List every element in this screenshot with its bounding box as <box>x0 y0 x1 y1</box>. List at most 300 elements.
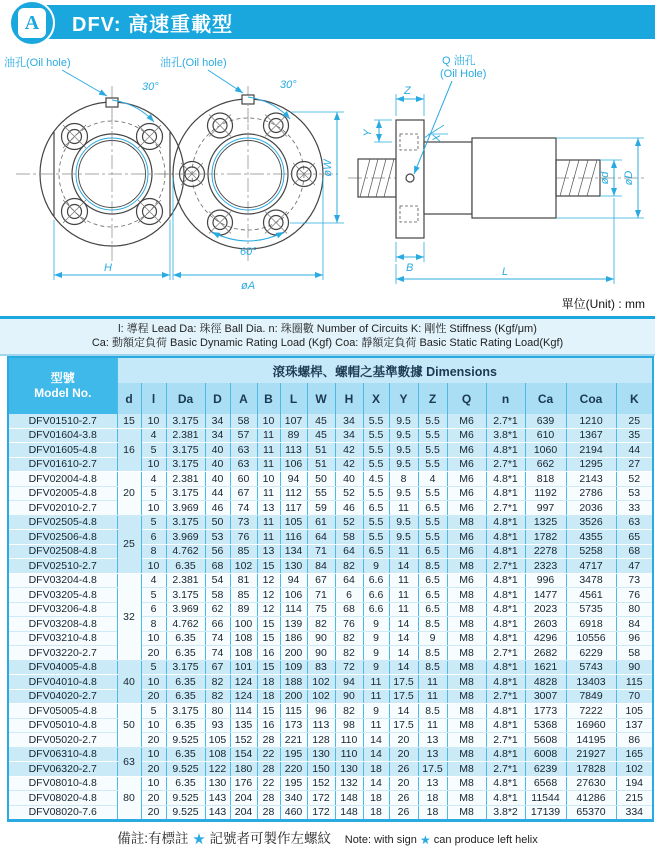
cell-L: 134 <box>280 544 307 559</box>
cell-Y: 17.5 <box>389 718 418 733</box>
cell-Y: 17.5 <box>389 675 418 690</box>
cell-n: 4.8*1 <box>486 573 525 588</box>
front-view-left <box>4 55 208 280</box>
cell-Z: 11 <box>418 675 447 690</box>
cell-Da: 3.175 <box>166 457 205 472</box>
cell-L: 117 <box>280 501 307 516</box>
cell-D: 66 <box>205 617 230 632</box>
cell-D: 46 <box>205 501 230 516</box>
table-row <box>8 733 653 748</box>
cell-B: 16 <box>257 718 280 733</box>
cell-n: 4.8*1 <box>486 617 525 632</box>
cell-X: 9 <box>363 704 389 719</box>
cell-D: 34 <box>205 428 230 443</box>
cell-n: 3.8*2 <box>486 805 525 821</box>
model-header-zh: 型號 <box>50 371 75 385</box>
cell-B: 13 <box>257 501 280 516</box>
cell-Coa: 2194 <box>566 443 616 458</box>
cell-Y: 9.5 <box>389 414 418 428</box>
cell-Ca: 4828 <box>525 675 566 690</box>
cell-Da: 3.175 <box>166 515 205 530</box>
cell-X: 6.5 <box>363 544 389 559</box>
cell-X: 5.5 <box>363 443 389 458</box>
table-row <box>8 617 653 632</box>
cell-X: 9 <box>363 617 389 632</box>
cell-B: 15 <box>257 617 280 632</box>
cell-Q: M8 <box>447 791 486 806</box>
cell-A: 100 <box>230 617 257 632</box>
cell-Y: 11 <box>389 501 418 516</box>
cell-Z: 4 <box>418 472 447 487</box>
cell-l: 10 <box>141 457 166 472</box>
cell-model: DFV06320-2.7 <box>8 762 117 777</box>
cell-K: 33 <box>616 501 653 516</box>
cell-model: DFV04010-4.8 <box>8 675 117 690</box>
cell-n: 4.8*1 <box>486 776 525 791</box>
legend-box <box>0 319 655 356</box>
cell-Coa: 2786 <box>566 486 616 501</box>
cell-L: 200 <box>280 689 307 704</box>
cell-Da: 6.35 <box>166 631 205 646</box>
cell-Ca: 6568 <box>525 776 566 791</box>
cell-X: 14 <box>363 733 389 748</box>
cell-X: 5.5 <box>363 530 389 545</box>
cell-K: 35 <box>616 428 653 443</box>
cell-A: 89 <box>230 602 257 617</box>
cell-Z: 8.5 <box>418 646 447 661</box>
cell-Coa: 6229 <box>566 646 616 661</box>
cell-Z: 5.5 <box>418 457 447 472</box>
cell-D: 93 <box>205 718 230 733</box>
cell-n: 4.8*1 <box>486 718 525 733</box>
cell-Y: 26 <box>389 791 418 806</box>
cell-model: DFV01605-4.8 <box>8 443 117 458</box>
cell-Q: M8 <box>447 559 486 574</box>
cell-B: 12 <box>257 573 280 588</box>
cell-A: 63 <box>230 443 257 458</box>
cell-W: 82 <box>307 617 335 632</box>
cell-n: 2.7*1 <box>486 414 525 428</box>
cell-L: 115 <box>280 704 307 719</box>
cell-B: 11 <box>257 457 280 472</box>
cell-Ca: 3007 <box>525 689 566 704</box>
cell-H: 110 <box>335 747 363 762</box>
cell-Coa: 5258 <box>566 544 616 559</box>
cell-l: 4 <box>141 472 166 487</box>
column-header-Coa: Coa <box>566 383 616 414</box>
cell-Da: 3.175 <box>166 414 205 428</box>
cell-l: 10 <box>141 718 166 733</box>
cell-l: 10 <box>141 631 166 646</box>
cell-Coa: 5735 <box>566 602 616 617</box>
cell-n: 4.8*1 <box>486 544 525 559</box>
cell-D: 74 <box>205 646 230 661</box>
cell-Y: 9.5 <box>389 443 418 458</box>
brand-logo-icon <box>9 0 55 46</box>
cell-L: 114 <box>280 602 307 617</box>
cell-K: 58 <box>616 646 653 661</box>
cell-model: DFV05020-2.7 <box>8 733 117 748</box>
cell-K: 27 <box>616 457 653 472</box>
cell-n: 4.8*1 <box>486 486 525 501</box>
cell-A: 85 <box>230 588 257 603</box>
cell-n: 4.8*1 <box>486 631 525 646</box>
cell-Ca: 1477 <box>525 588 566 603</box>
cell-X: 9 <box>363 631 389 646</box>
cell-model: DFV02510-2.7 <box>8 559 117 574</box>
cell-model: DFV02508-4.8 <box>8 544 117 559</box>
cell-D: 143 <box>205 805 230 821</box>
cell-model: DFV02004-4.8 <box>8 472 117 487</box>
cell-L: 105 <box>280 515 307 530</box>
dim-a-label: øA <box>240 280 256 292</box>
cell-A: 204 <box>230 805 257 821</box>
cell-Y: 9.5 <box>389 515 418 530</box>
cell-X: 5.5 <box>363 457 389 472</box>
cell-Q: M8 <box>447 805 486 821</box>
cell-H: 82 <box>335 704 363 719</box>
table-row <box>8 631 653 646</box>
note-zh-prefix: 備註:有標註 <box>117 831 189 846</box>
cell-K: 73 <box>616 573 653 588</box>
cell-L: 106 <box>280 457 307 472</box>
cell-n: 4.8*1 <box>486 660 525 675</box>
table-row <box>8 428 653 443</box>
cell-W: 172 <box>307 791 335 806</box>
cell-Da: 3.175 <box>166 660 205 675</box>
cell-Coa: 7222 <box>566 704 616 719</box>
cell-B: 11 <box>257 443 280 458</box>
cell-Ca: 996 <box>525 573 566 588</box>
column-header-W: W <box>307 383 335 414</box>
cell-Ca: 662 <box>525 457 566 472</box>
cell-l: 20 <box>141 762 166 777</box>
cell-model: DFV01604-3.8 <box>8 428 117 443</box>
cell-Z: 6.5 <box>418 501 447 516</box>
cell-l: 5 <box>141 588 166 603</box>
cell-l: 6 <box>141 602 166 617</box>
cell-l: 20 <box>141 805 166 821</box>
cell-Q: M8 <box>447 733 486 748</box>
cell-l: 5 <box>141 486 166 501</box>
cell-H: 42 <box>335 443 363 458</box>
cell-Ca: 6239 <box>525 762 566 777</box>
cell-X: 6.5 <box>363 501 389 516</box>
table-row <box>8 530 653 545</box>
cell-Da: 6.35 <box>166 747 205 762</box>
cell-B: 18 <box>257 675 280 690</box>
cell-l: 10 <box>141 675 166 690</box>
cell-H: 52 <box>335 486 363 501</box>
cell-Da: 6.35 <box>166 559 205 574</box>
cell-Coa: 1367 <box>566 428 616 443</box>
column-header-l: l <box>141 383 166 414</box>
cell-K: 70 <box>616 689 653 704</box>
column-header-Ca: Ca <box>525 383 566 414</box>
cell-Da: 3.969 <box>166 501 205 516</box>
dim-w-label: øW <box>322 159 334 177</box>
table-row <box>8 573 653 588</box>
cell-l: 6 <box>141 530 166 545</box>
cell-W: 51 <box>307 457 335 472</box>
cell-B: 13 <box>257 544 280 559</box>
cell-Q: M8 <box>447 704 486 719</box>
column-header-Q: Q <box>447 383 486 414</box>
oil-hole-q-label-line1: Q 油孔 <box>442 55 476 67</box>
dimensions-header: 滾珠螺桿、螺帽之基準數據 Dimensions <box>117 357 653 383</box>
dim-z-label: Z <box>404 85 411 97</box>
cell-n: 4.8*1 <box>486 515 525 530</box>
table-row <box>8 443 653 458</box>
cell-model: DFV05010-4.8 <box>8 718 117 733</box>
cell-A: 108 <box>230 631 257 646</box>
cell-Ca: 5368 <box>525 718 566 733</box>
cell-Y: 20 <box>389 747 418 762</box>
cell-Z: 5.5 <box>418 530 447 545</box>
cell-n: 2.7*1 <box>486 646 525 661</box>
cell-A: 152 <box>230 733 257 748</box>
cell-W: 172 <box>307 805 335 821</box>
cell-n: 2.7*1 <box>486 559 525 574</box>
cell-K: 68 <box>616 544 653 559</box>
cell-Y: 14 <box>389 631 418 646</box>
cell-l: 10 <box>141 747 166 762</box>
cell-Q: M6 <box>447 501 486 516</box>
table-row <box>8 515 653 530</box>
cell-B: 11 <box>257 428 280 443</box>
cell-Q: M6 <box>447 443 486 458</box>
cell-B: 15 <box>257 704 280 719</box>
cell-K: 165 <box>616 747 653 762</box>
cell-Coa: 1210 <box>566 414 616 428</box>
cell-A: 114 <box>230 704 257 719</box>
cell-L: 188 <box>280 675 307 690</box>
cell-l: 8 <box>141 544 166 559</box>
cell-W: 96 <box>307 704 335 719</box>
cell-A: 81 <box>230 573 257 588</box>
cell-Coa: 41286 <box>566 791 616 806</box>
column-header-D: D <box>205 383 230 414</box>
cell-Da: 2.381 <box>166 428 205 443</box>
cell-K: 53 <box>616 486 653 501</box>
cell-Z: 17.5 <box>418 762 447 777</box>
cell-H: 98 <box>335 718 363 733</box>
cell-K: 105 <box>616 704 653 719</box>
cell-D: 40 <box>205 443 230 458</box>
cell-Ca: 1060 <box>525 443 566 458</box>
cell-A: 85 <box>230 544 257 559</box>
cell-H: 76 <box>335 617 363 632</box>
cell-n: 4.8*1 <box>486 675 525 690</box>
cell-W: 90 <box>307 646 335 661</box>
cell-Z: 5.5 <box>418 414 447 428</box>
cell-D: 54 <box>205 573 230 588</box>
cell-l: 8 <box>141 617 166 632</box>
cell-Coa: 3478 <box>566 573 616 588</box>
cell-Ca: 6008 <box>525 747 566 762</box>
cell-L: 106 <box>280 588 307 603</box>
table-row <box>8 805 653 821</box>
cell-X: 5.5 <box>363 414 389 428</box>
table-row <box>8 457 653 472</box>
cell-H: 72 <box>335 660 363 675</box>
cell-Coa: 17828 <box>566 762 616 777</box>
cell-L: 460 <box>280 805 307 821</box>
cell-X: 11 <box>363 718 389 733</box>
cell-W: 75 <box>307 602 335 617</box>
cell-H: 68 <box>335 602 363 617</box>
cell-D: 56 <box>205 544 230 559</box>
cell-Coa: 7849 <box>566 689 616 704</box>
cell-K: 137 <box>616 718 653 733</box>
cell-H: 82 <box>335 559 363 574</box>
cell-D: 53 <box>205 530 230 545</box>
cell-D: 58 <box>205 588 230 603</box>
cell-d-group: 20 <box>117 472 141 516</box>
cell-K: 86 <box>616 733 653 748</box>
cell-Ca: 2323 <box>525 559 566 574</box>
cell-n: 2.7*1 <box>486 733 525 748</box>
cell-Y: 9.5 <box>389 457 418 472</box>
cell-n: 4.8*1 <box>486 602 525 617</box>
cell-Y: 9.5 <box>389 530 418 545</box>
cell-A: 74 <box>230 501 257 516</box>
cell-X: 14 <box>363 747 389 762</box>
cell-K: 115 <box>616 675 653 690</box>
cell-d-group: 50 <box>117 704 141 748</box>
cell-W: 102 <box>307 675 335 690</box>
cell-Coa: 2143 <box>566 472 616 487</box>
cell-L: 89 <box>280 428 307 443</box>
cell-H: 132 <box>335 776 363 791</box>
cell-D: 40 <box>205 472 230 487</box>
cell-Y: 26 <box>389 762 418 777</box>
cell-l: 10 <box>141 414 166 428</box>
cell-Q: M8 <box>447 617 486 632</box>
cell-B: 15 <box>257 660 280 675</box>
cell-Coa: 27630 <box>566 776 616 791</box>
cell-D: 130 <box>205 776 230 791</box>
cell-Q: M8 <box>447 675 486 690</box>
cell-W: 64 <box>307 530 335 545</box>
cell-n: 4.8*1 <box>486 443 525 458</box>
cell-D: 82 <box>205 689 230 704</box>
cell-W: 51 <box>307 443 335 458</box>
cell-A: 124 <box>230 675 257 690</box>
cell-L: 112 <box>280 486 307 501</box>
cell-n: 4.8*1 <box>486 704 525 719</box>
cell-X: 14 <box>363 776 389 791</box>
cell-model: DFV03206-4.8 <box>8 602 117 617</box>
side-view <box>348 53 646 284</box>
cell-X: 11 <box>363 675 389 690</box>
cell-W: 152 <box>307 776 335 791</box>
cell-H: 58 <box>335 530 363 545</box>
cell-H: 94 <box>335 675 363 690</box>
cell-Q: M6 <box>447 486 486 501</box>
cell-Da: 2.381 <box>166 573 205 588</box>
cell-W: 102 <box>307 689 335 704</box>
cell-Ca: 11544 <box>525 791 566 806</box>
cell-K: 65 <box>616 530 653 545</box>
technical-drawings <box>0 48 655 311</box>
cell-A: 176 <box>230 776 257 791</box>
cell-A: 60 <box>230 472 257 487</box>
table-row <box>8 747 653 762</box>
cell-Da: 3.969 <box>166 602 205 617</box>
cell-Y: 26 <box>389 805 418 821</box>
cell-K: 80 <box>616 602 653 617</box>
cell-model: DFV02010-2.7 <box>8 501 117 516</box>
cell-Y: 20 <box>389 776 418 791</box>
cell-X: 9 <box>363 559 389 574</box>
cell-W: 55 <box>307 486 335 501</box>
dim-d-small-label: ød <box>599 171 611 185</box>
cell-H: 64 <box>335 544 363 559</box>
cell-model: DFV08020-4.8 <box>8 791 117 806</box>
cell-Da: 6.35 <box>166 718 205 733</box>
cell-Da: 3.175 <box>166 486 205 501</box>
cell-Z: 13 <box>418 747 447 762</box>
star-icon: ★ <box>192 831 206 848</box>
note-zh-suffix: 記號者可製作左螺紋 <box>209 831 331 846</box>
cell-H: 148 <box>335 791 363 806</box>
cell-A: 180 <box>230 762 257 777</box>
cell-model: DFV06310-4.8 <box>8 747 117 762</box>
oil-hole-label-mid: 油孔(Oil hole) <box>160 57 227 69</box>
cell-l: 4 <box>141 428 166 443</box>
cell-A: 154 <box>230 747 257 762</box>
cell-Da: 3.175 <box>166 704 205 719</box>
legend-line1: l: 導程 Lead Da: 珠徑 Ball Dia. n: 珠圈數 Number of Circuits K: 剛性 Stiffness (Kgf/μm) <box>118 323 537 335</box>
table-row <box>8 776 653 791</box>
cell-X: 18 <box>363 805 389 821</box>
cell-A: 57 <box>230 428 257 443</box>
cell-model: DFV03208-4.8 <box>8 617 117 632</box>
cell-Coa: 16960 <box>566 718 616 733</box>
cell-Da: 6.35 <box>166 646 205 661</box>
cell-W: 150 <box>307 762 335 777</box>
cell-Q: M6 <box>447 472 486 487</box>
dim-x-label: X <box>431 134 443 142</box>
cell-Coa: 4355 <box>566 530 616 545</box>
cell-model: DFV03205-4.8 <box>8 588 117 603</box>
cell-Q: M8 <box>447 689 486 704</box>
cell-Coa: 13403 <box>566 675 616 690</box>
cell-B: 12 <box>257 602 280 617</box>
cell-model: DFV02506-4.8 <box>8 530 117 545</box>
cell-Z: 5.5 <box>418 428 447 443</box>
dimensions-table <box>7 356 654 822</box>
table-row <box>8 588 653 603</box>
column-header-X: X <box>363 383 389 414</box>
cell-Ca: 1192 <box>525 486 566 501</box>
cell-l: 20 <box>141 646 166 661</box>
cell-L: 94 <box>280 472 307 487</box>
cell-D: 108 <box>205 747 230 762</box>
column-header-n: n <box>486 383 525 414</box>
cell-Z: 13 <box>418 776 447 791</box>
cell-Z: 13 <box>418 733 447 748</box>
page-title: DFV: 高速重載型 <box>72 13 234 36</box>
dim-l-label: L <box>501 266 509 278</box>
cell-H: 34 <box>335 428 363 443</box>
cell-X: 9 <box>363 660 389 675</box>
cell-K: 44 <box>616 443 653 458</box>
cell-Y: 14 <box>389 704 418 719</box>
cell-K: 52 <box>616 472 653 487</box>
cell-W: 61 <box>307 515 335 530</box>
